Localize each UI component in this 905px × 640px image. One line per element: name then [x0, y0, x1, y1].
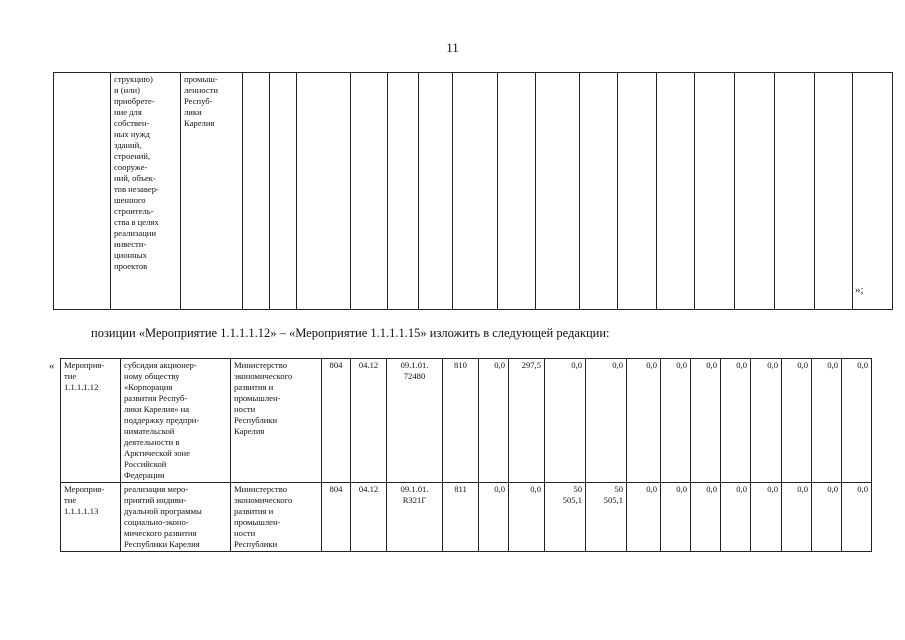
table-row — [61, 483, 872, 552]
value-cell: 0,0 — [691, 483, 721, 552]
cell-line: лики — [184, 107, 202, 117]
cell-empty — [243, 73, 270, 310]
cell-line: тов незавер- — [114, 184, 159, 194]
measure-name-cell — [61, 483, 121, 552]
cell-line: тие — [64, 371, 77, 381]
cell-line: строений, — [114, 151, 151, 161]
cell-line: зданий, — [114, 140, 142, 150]
cell-line: Карелия — [234, 426, 265, 436]
value-cell — [545, 483, 586, 552]
value-cell: 0,0 — [661, 483, 691, 552]
value-cell: 0,0 — [479, 359, 509, 483]
cell-line: мического развития — [124, 528, 197, 538]
cell-line: экономического — [234, 495, 293, 505]
cell-empty — [297, 73, 351, 310]
value-cell: 0,0 — [751, 359, 782, 483]
cell-line: Республики Карелия — [124, 539, 200, 549]
rzpr-cell: 04.12 — [351, 483, 387, 552]
value-cell: 0,0 — [691, 359, 721, 483]
cell-line: 505,1 — [562, 495, 582, 505]
cell-empty — [580, 73, 618, 310]
cell-line: поддержку предпри- — [124, 415, 200, 425]
cell-line: Министерство — [234, 360, 287, 370]
value-cell: 0,0 — [812, 359, 842, 483]
cell-empty — [498, 73, 536, 310]
cell-line: ленности — [184, 85, 218, 95]
cell-line: Карелия — [184, 118, 215, 128]
cell-empty — [775, 73, 815, 310]
cell-line: 0,0 — [612, 360, 623, 370]
cell-line: собствен- — [114, 118, 150, 128]
cell-line: лики Карелия» на — [124, 404, 190, 414]
cell-empty — [853, 73, 893, 310]
cell-line: Мероприя- — [64, 484, 105, 494]
value-cell: 297,5 — [509, 359, 545, 483]
cell-line: ние для — [114, 107, 142, 117]
cell-empty — [536, 73, 580, 310]
cell-line: шенного — [114, 195, 146, 205]
value-cell: 0,0 — [479, 483, 509, 552]
measures-table — [60, 358, 872, 552]
cell-line: приобрете- — [114, 96, 155, 106]
value-cell: 0,0 — [782, 483, 812, 552]
value-cell: 0,0 — [627, 359, 661, 483]
value-cell: 0,0 — [842, 359, 872, 483]
value-cell: 0,0 — [661, 359, 691, 483]
cell-line: Мероприя- — [64, 360, 105, 370]
cell-line: 09.1.01. — [400, 360, 429, 370]
value-cell: 0,0 — [509, 483, 545, 552]
vr-cell: 810 — [443, 359, 479, 483]
cell-line: Республики — [234, 539, 278, 549]
cell-empty — [270, 73, 297, 310]
cell-line: промышлен- — [234, 393, 281, 403]
cell-line: Республики — [234, 415, 278, 425]
cell-line: 09.1.01. — [400, 484, 429, 494]
responsible-cell — [231, 483, 322, 552]
value-cell: 0,0 — [812, 483, 842, 552]
cell-line: ний, объек- — [114, 173, 156, 183]
value-cell: 0,0 — [782, 359, 812, 483]
cell-line: Российской — [124, 459, 167, 469]
cell-line: деятельности в — [124, 437, 180, 447]
page-number: 11 — [446, 40, 459, 55]
cell-line: 50 — [614, 484, 623, 494]
cell-line: R321Г — [402, 495, 427, 505]
cell-line: экономического — [234, 371, 293, 381]
instruction-text: позиции «Мероприятие 1.1.1.1.12» – «Мероприятие 1.1.1.1.15» изложить в следующей редакции: — [91, 326, 610, 340]
cell-line: промышлен- — [234, 517, 281, 527]
cell-line: дуальной программы — [124, 506, 202, 516]
cell-line: ному обществу — [124, 371, 180, 381]
cell-line: реализация меро- — [124, 484, 189, 494]
cell-line: тие — [64, 495, 77, 505]
cell-empty — [453, 73, 498, 310]
cell-line: инвести- — [114, 239, 147, 249]
cell-line: ства в целях — [114, 217, 159, 227]
cell-line: 50 — [573, 484, 582, 494]
cell-line: Федерации — [124, 470, 165, 480]
value-cell — [545, 359, 586, 483]
cell-empty — [657, 73, 695, 310]
cell-line: развития Респуб- — [124, 393, 188, 403]
cell-empty — [419, 73, 453, 310]
closing-quote: »; — [855, 284, 864, 296]
value-cell: 0,0 — [627, 483, 661, 552]
rzpr-cell: 04.12 — [351, 359, 387, 483]
cell-line: ционных — [114, 250, 147, 260]
cell-line: струкцию) — [114, 74, 153, 84]
table-continuation — [53, 72, 893, 310]
cell-line: Арктической зоне — [124, 448, 190, 458]
csr-cell — [387, 483, 443, 552]
cell-line: нимательской — [124, 426, 175, 436]
opening-quote: « — [49, 360, 55, 372]
csr-cell — [387, 359, 443, 483]
cell-line: 1.1.1.1.12 — [64, 382, 99, 392]
cell-empty — [735, 73, 775, 310]
value-cell: 0,0 — [721, 359, 751, 483]
cell-line: развития и — [234, 382, 274, 392]
cell-line: промыш- — [184, 74, 218, 84]
grbs-cell: 804 — [322, 359, 351, 483]
cell-empty — [388, 73, 419, 310]
cell-line: ных нужд — [114, 129, 150, 139]
cell-line: 0,0 — [571, 360, 582, 370]
responsible-cell — [181, 73, 243, 310]
cell-line: Респуб- — [184, 96, 213, 106]
cell-line: 72480 — [403, 371, 426, 381]
value-cell: 0,0 — [842, 483, 872, 552]
value-cell — [586, 359, 627, 483]
grbs-cell: 804 — [322, 483, 351, 552]
cell-line: 1.1.1.1.13 — [64, 506, 99, 516]
purpose-cell — [111, 73, 181, 310]
cell-line: развития и — [234, 506, 274, 516]
table-row — [61, 359, 872, 483]
value-cell: 0,0 — [751, 483, 782, 552]
cell-empty — [351, 73, 388, 310]
cell-line: проектов — [114, 261, 148, 271]
responsible-cell — [231, 359, 322, 483]
cell-line: социально-эконо- — [124, 517, 189, 527]
cell-empty — [815, 73, 853, 310]
cell-empty — [618, 73, 657, 310]
table-row — [54, 73, 893, 310]
cell-line: 505,1 — [603, 495, 623, 505]
value-cell — [586, 483, 627, 552]
value-cell: 0,0 — [721, 483, 751, 552]
cell-line: «Корпорация — [124, 382, 173, 392]
measure-description-cell — [121, 359, 231, 483]
cell-line: приятий индиви- — [124, 495, 187, 505]
vr-cell: 811 — [443, 483, 479, 552]
cell-line: и (или) — [114, 85, 140, 95]
cell-line: ности — [234, 528, 256, 538]
cell-line: ности — [234, 404, 256, 414]
cell-line: субсидия акционер- — [124, 360, 197, 370]
cell-empty — [54, 73, 111, 310]
cell-line: Министерство — [234, 484, 287, 494]
cell-empty — [695, 73, 735, 310]
cell-line: строитель- — [114, 206, 154, 216]
measure-name-cell — [61, 359, 121, 483]
cell-line: сооруже- — [114, 162, 148, 172]
cell-line: реализации — [114, 228, 156, 238]
measure-description-cell — [121, 483, 231, 552]
